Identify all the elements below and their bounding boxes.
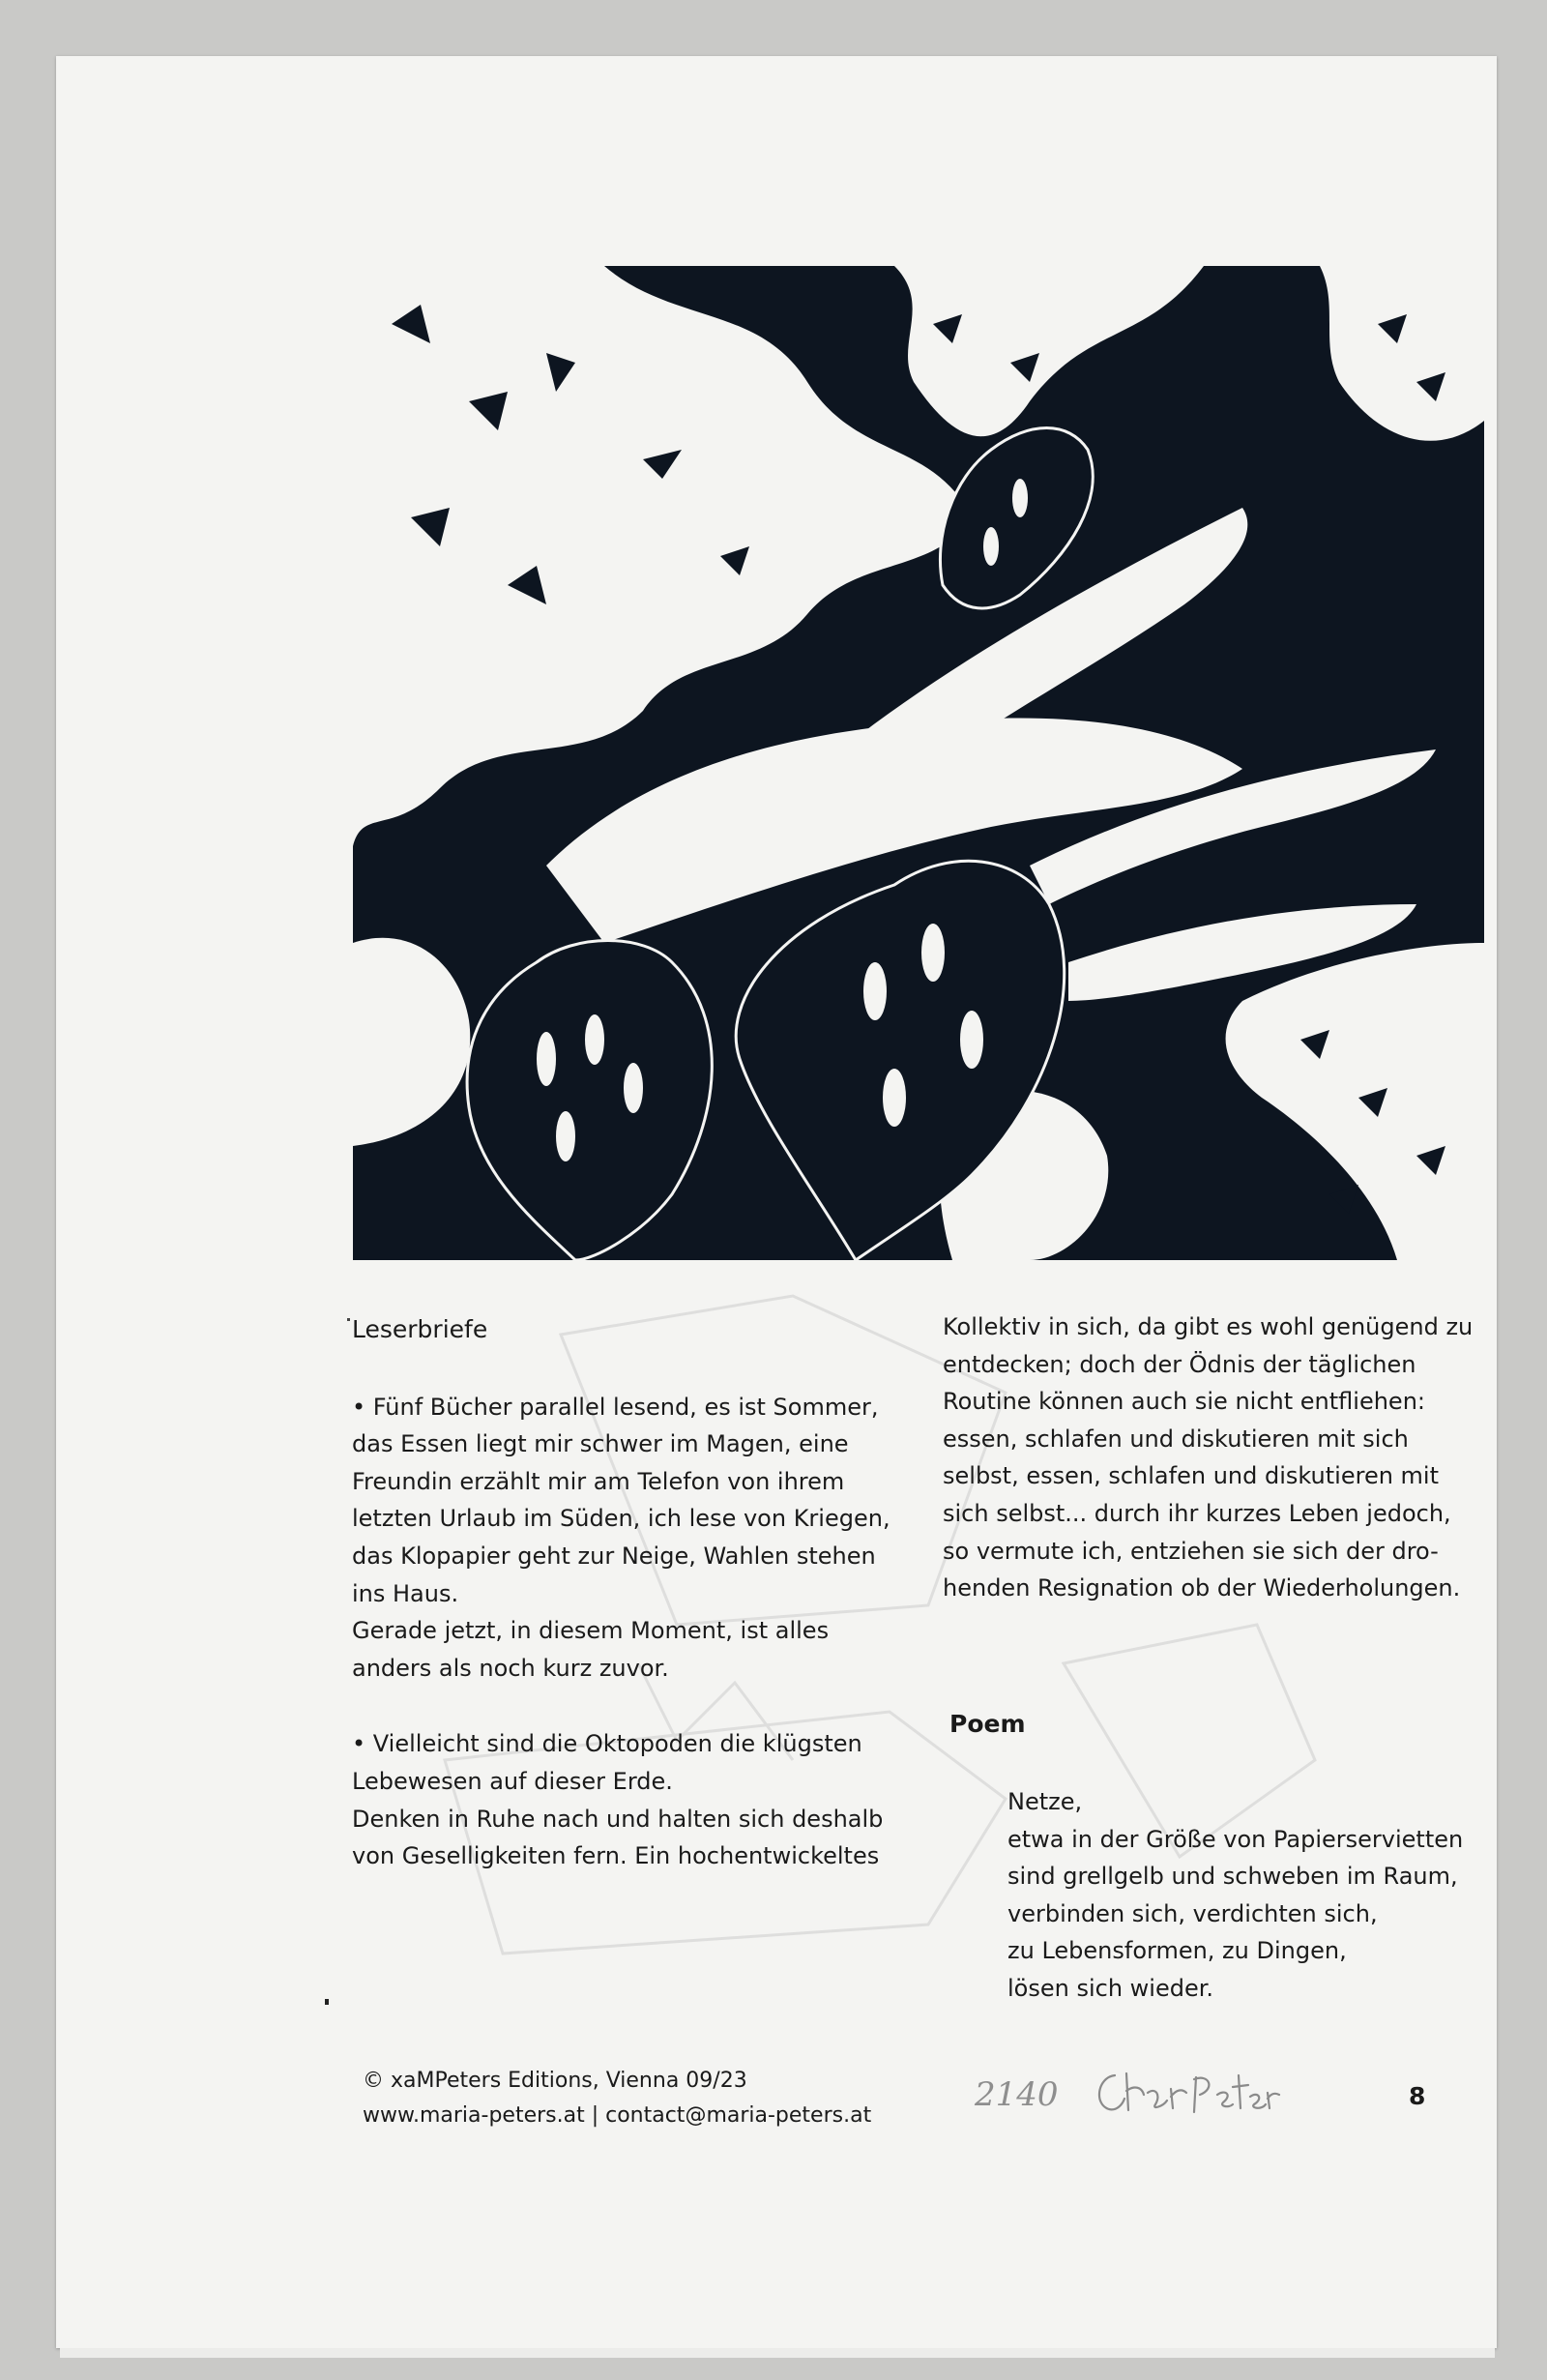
print-mark [347,1318,350,1321]
letter-2-line: so vermute ich, entziehen sie sich der dro- [943,1537,1439,1565]
illustration [353,266,1484,1260]
letter-1-line: anders als noch kurz zuvor. [352,1654,669,1682]
poem-line: Netze, [1007,1788,1083,1815]
contact-line: www.maria-peters.at | contact@maria-peters.at [363,2103,872,2128]
letter-1-line: das Klopapier geht zur Neige, Wahlen stehen [352,1542,876,1570]
footer [363,2064,871,2133]
letter-2-line: Lebewesen auf dieser Erde. [352,1767,673,1795]
edition-number: 2140 [975,2075,1059,2114]
paper-edge [60,2348,1495,2358]
monstera-linocut [353,266,1484,1260]
leserbriefe-heading: Leserbriefe [352,1315,488,1343]
letter-2-line: henden Resignation ob der Wiederholungen. [943,1574,1461,1602]
letter-1 [352,1389,908,1688]
leserbriefe-column [352,1311,908,1875]
letter-1-line: ins Haus. [352,1579,459,1607]
letter-2-line: sich selbst... durch ihr kurzes Leben jedoch, [943,1499,1451,1527]
letter-2-line: Denken in Ruhe nach und halten sich deshalb [352,1805,884,1833]
poem-line: verbinden sich, verdichten sich, [1007,1899,1378,1927]
poem-body [1007,1783,1463,2008]
letter-2-line: selbst, essen, schlafen und diskutieren mit [943,1462,1439,1490]
letter-2-continued [943,1308,1484,1607]
poem-line: zu Lebensformen, zu Dingen, [1007,1937,1347,1965]
letter-2-line: • Vielleicht sind die Oktopoden die klügsten [352,1730,862,1758]
letter-2-line: Routine können auch sie nicht entfliehen: [943,1388,1425,1416]
poem-line: sind grellgelb und schweben im Raum, [1007,1863,1458,1891]
letter-1-line: Gerade jetzt, in diesem Moment, ist alles [352,1617,830,1645]
letter-2-line: essen, schlafen und diskutieren mit sich [943,1425,1409,1453]
artist-signature [1088,2056,1281,2124]
page-number: 8 [1409,2082,1426,2110]
poem-line: lösen sich wieder. [1007,1974,1214,2002]
letter-1-line: letzten Urlaub im Süden, ich lese von Kriegen, [352,1505,890,1533]
letter-1-line: • Fünf Bücher parallel lesend, es ist Sommer, [352,1393,879,1421]
poem-heading: Poem [949,1710,1026,1738]
print-mark [325,1999,329,2005]
letter-1-line: das Essen liegt mir schwer im Magen, eine [352,1430,849,1458]
letter-1-line: Freundin erzählt mir am Telefon von ihrem [352,1467,845,1495]
letter-2 [352,1725,908,1874]
poem-line: etwa in der Größe von Papierservietten [1007,1825,1464,1853]
letter-2-line: von Geselligkeiten fern. Ein hochentwickeltes [352,1842,880,1870]
letter-2-line: Kollektiv in sich, da gibt es wohl genügend zu [943,1313,1474,1340]
letter-2-line: entdecken; doch der Ödnis der täglichen [943,1350,1416,1378]
copyright-line: © xaMPeters Editions, Vienna 09/23 [363,2069,747,2093]
